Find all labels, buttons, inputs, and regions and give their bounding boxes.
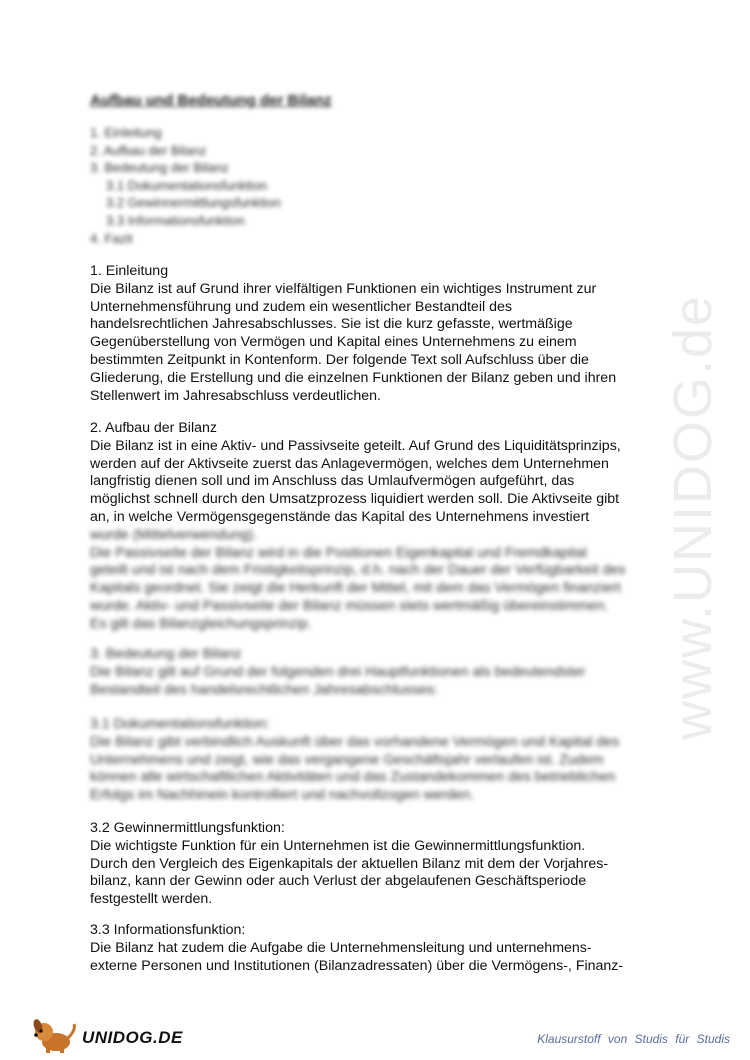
- text-line: bestimmten Zeitpunkt in Kontenform. Der folgende Text soll Aufschluss über die: [90, 351, 589, 368]
- toc-item: 1. Einleitung: [90, 125, 162, 140]
- text-line: Durch den Vergleich des Eigenkapitals der aktuellen Bilanz mit dem der Vorjahres-: [90, 855, 609, 872]
- section-gewinnermittlung: [90, 820, 680, 909]
- section-heading: 2. Aufbau der Bilanz: [90, 420, 217, 436]
- document-title: Aufbau und Bedeutung der Bilanz: [90, 92, 332, 109]
- section-aufbau: [90, 420, 680, 634]
- blurred-text: [90, 527, 680, 634]
- text-line: an, in welche Vermögensgegenstände das Kapital des Unternehmens investiert: [90, 508, 590, 525]
- text-line: Gliederung, die Erstellung und die einzelnen Funktionen der Bilanz geben und ihren: [90, 369, 617, 386]
- text-line: Gegenüberstellung von Vermögen und Kapital eines Unternehmens zu einem: [90, 334, 577, 351]
- section-dokumentation: [90, 716, 680, 805]
- text-line: Die Passivseite der Bilanz wird in die Positionen Eigenkapital und Fremdkapital: [90, 544, 587, 561]
- text-line: werden auf der Aktivseite zuerst das Anlagevermögen, welches dem Unternehmen: [90, 455, 609, 472]
- table-of-contents: [90, 124, 281, 247]
- section-heading: 1. Einleitung: [90, 263, 169, 279]
- toc-item: 3. Bedeutung der Bilanz: [90, 160, 229, 176]
- text-line: Die Bilanz gibt verbindlich Auskunft über das vorhandene Vermögen und Kapital des: [90, 733, 620, 750]
- text-line: festgestellt werden.: [90, 891, 213, 908]
- dog-icon: [28, 1018, 80, 1054]
- text-line: externe Personen und Institutionen (Bilanzadressaten) über die Vermögens-, Finanz-: [90, 957, 624, 974]
- text-line: Die wichtigste Funktion für ein Unternehmen ist die Gewinnermittlungsfunktion.: [90, 837, 586, 854]
- text-line: Die Bilanz ist in eine Aktiv- und Passivseite geteilt. Auf Grund des Liquiditätsprinzips,: [90, 437, 621, 454]
- text-line: Die Bilanz gilt auf Grund der folgenden drei Hauptfunktionen als bedeutendster: [90, 663, 586, 680]
- toc-item: 3.3 Informationsfunktion: [106, 212, 245, 228]
- text-line: bilanz, kann der Gewinn oder auch Verlust der abgelaufenen Geschäftsperiode: [90, 873, 587, 890]
- text-line: können alle wirtschaftlichen Aktivitäten und das Zustandekommen des betrieblichen: [90, 769, 616, 786]
- text-line: Bestandteil des handelsrechtlichen Jahresabschlusses:: [90, 681, 438, 698]
- logo-text: UNIDOG.DE: [82, 1028, 183, 1047]
- text-line: Die Bilanz hat zudem die Aufgabe die Unternehmensleitung und unternehmens-: [90, 939, 592, 956]
- section-heading: 3. Bedeutung der Bilanz: [90, 646, 242, 662]
- section-heading: 3.1 Dokumentationsfunktion:: [90, 716, 270, 732]
- text-line: langfristig dienen soll und im Anschluss das Umlaufvermögen aufgeführt, das: [90, 473, 575, 490]
- unidog-logo: [28, 1018, 183, 1054]
- text-line: Die Bilanz ist auf Grund ihrer vielfältigen Funktionen ein wichtiges Instrument zur: [90, 280, 597, 297]
- footer-tagline: Klausurstoff von Studis für Studis: [537, 1032, 730, 1046]
- text-line: Es gilt das Bilanzgleichungsprinzip.: [90, 615, 312, 632]
- section-heading: 3.2 Gewinnermittlungsfunktion:: [90, 820, 285, 836]
- text-line: möglichst schnell durch den Umsatzprozess liquidiert werden soll. Die Aktivseite gibt: [90, 491, 620, 508]
- toc-item: 3.1 Dokumentationsfunktion: [106, 177, 268, 193]
- section-information: [90, 922, 680, 975]
- text-line: Unternehmens und zeigt, wie das vergangene Geschäftsjahr verlaufen ist. Zudem: [90, 751, 604, 768]
- toc-item: 3.2 Gewinnermittlungsfunktion: [106, 195, 281, 211]
- text-line: Erfolgs im Nachhinein kontrolliert und nachvollzogen werden.: [90, 787, 475, 804]
- text-line: wurde (Mittelverwendung).: [90, 526, 258, 543]
- text-line: Stellenwert im Jahresabschluss verdeutlichen.: [90, 387, 381, 404]
- section-bedeutung: [90, 646, 680, 699]
- toc-item: 2. Aufbau der Bilanz: [90, 142, 207, 158]
- section-heading: 3.3 Informationsfunktion:: [90, 922, 246, 938]
- text-line: Unternehmensführung und zudem ein wesentlicher Bestandteil des: [90, 298, 512, 315]
- text-line: wurde. Aktiv- und Passivseite der Bilanz müssen stets wertmäßig übereinstimmen.: [90, 597, 609, 614]
- text-line: handelsrechtlichen Jahresabschlusses. Sie ist die kurz gefasste, wertmäßige: [90, 316, 573, 333]
- text-line: Kapitals geordnet. Sie zeigt die Herkunft der Mittel, mit dem das Vermögen finanziert: [90, 580, 621, 597]
- text-line: geteilt und ist nach dem Fristigkeitsprinzip, d.h. nach der Dauer der Verfügbarkeit des: [90, 562, 626, 579]
- toc-item: 4. Fazit: [90, 230, 133, 246]
- watermark: www.UNIDOG.de: [663, 293, 723, 740]
- section-einleitung: [90, 263, 680, 405]
